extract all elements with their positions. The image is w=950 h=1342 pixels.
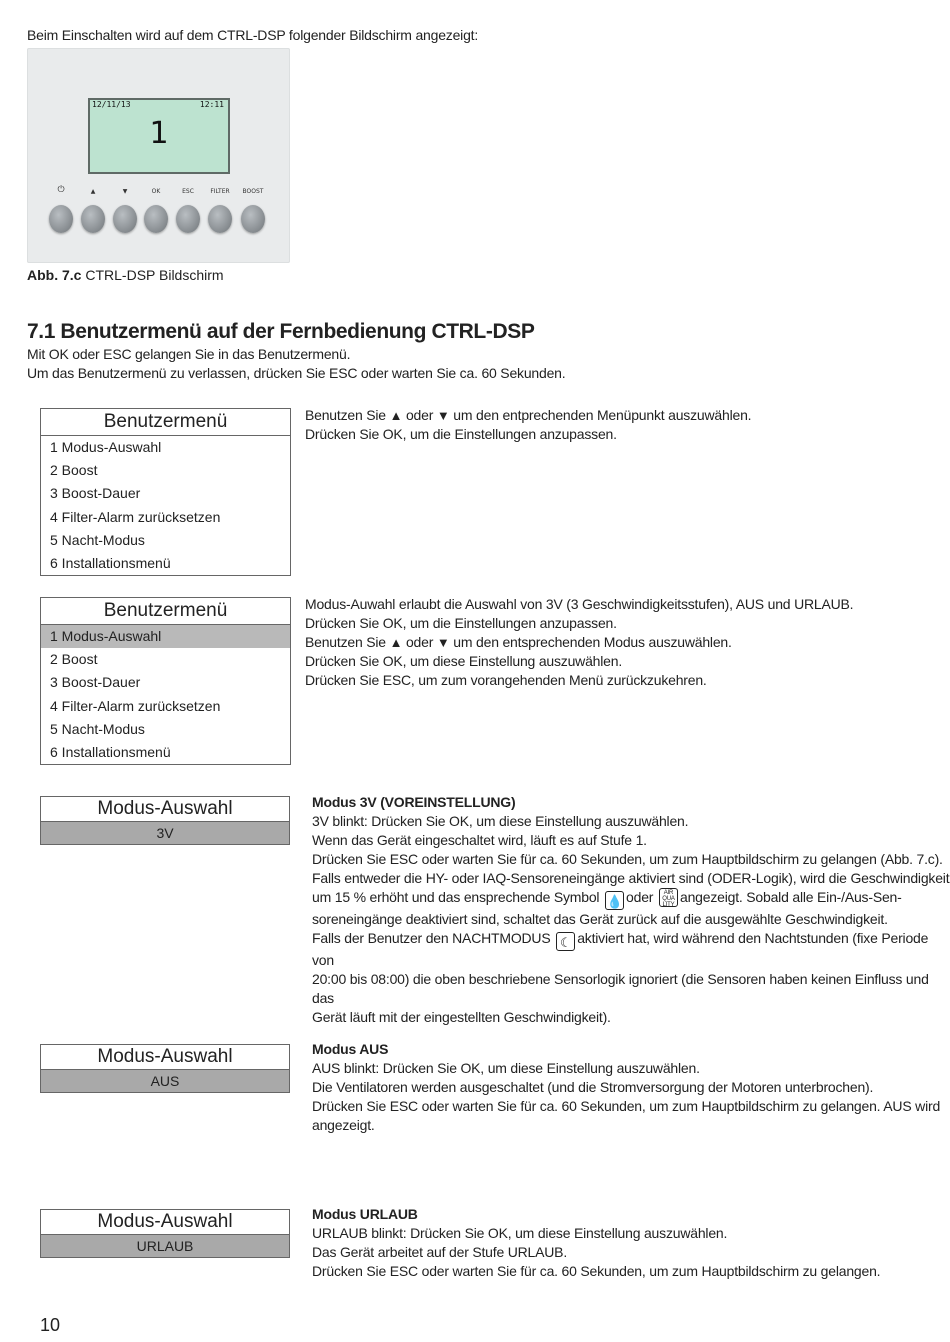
esc-button[interactable] bbox=[176, 205, 200, 233]
mode-box-aus bbox=[40, 1044, 290, 1093]
lcd-date: 12/11/13 bbox=[92, 100, 131, 109]
mode-3v-line: Wenn das Gerät eingeschaltet wird, läuft es auf Stufe 1. bbox=[312, 832, 647, 848]
down-button[interactable] bbox=[113, 205, 137, 233]
mode-value-3v[interactable]: 3V bbox=[41, 822, 289, 844]
desc2-a: Benutzen Sie bbox=[305, 634, 386, 650]
desc1-line2: Drücken Sie OK, um die Einstellungen anzupassen. bbox=[305, 426, 617, 442]
humidity-drop-icon: 💧 bbox=[605, 891, 624, 910]
mode-3v-line: soreneingänge deaktiviert sind, schaltet das Gerät zurück auf die ausgewählte Geschwindigkeit. bbox=[312, 911, 888, 927]
mode-3v-line: aktiviert hat, wird während den Nachtstunden (fixe Periode von bbox=[312, 930, 929, 968]
up-button[interactable] bbox=[81, 205, 105, 233]
moon-icon: ☾ bbox=[556, 932, 575, 951]
mode-3v-line: Drücken Sie ESC oder warten Sie für ca. 60 Sekunden, um zum Hauptbildschirm zu gelangen (Abb. 7.c). bbox=[312, 851, 943, 867]
menu-item-modus-selected[interactable]: 1 Modus-Auswahl bbox=[41, 625, 290, 648]
caption-text: CTRL-DSP Bildschirm bbox=[81, 267, 224, 283]
mode-aus-heading: Modus AUS bbox=[312, 1041, 389, 1057]
mode-urlaub-heading: Modus URLAUB bbox=[312, 1206, 418, 1222]
figure-caption bbox=[27, 267, 224, 283]
section-line-1: Mit OK oder ESC gelangen Sie in das Benutzermenü. bbox=[27, 346, 351, 362]
mode-3v-line: 3V blinkt: Drücken Sie OK, um diese Einstellung auszuwählen. bbox=[312, 813, 689, 829]
mode-aus-line: Die Ventilatoren werden ausgeschaltet (und die Stromversorgung der Motoren unterbrochen). bbox=[312, 1079, 874, 1095]
menu-item-installation[interactable]: 6 Installationsmenü bbox=[50, 554, 171, 571]
mode-3v-line: Falls der Benutzer den NACHTMODUS bbox=[312, 930, 551, 946]
down-triangle-icon: ▼ bbox=[436, 635, 450, 650]
menu-item-nacht-modus[interactable]: 5 Nacht-Modus bbox=[50, 720, 145, 737]
menu-title: Benutzermenü bbox=[41, 598, 290, 625]
desc1-c: um den entprechenden Menüpunkt auszuwählen. bbox=[453, 407, 752, 423]
air-quality-icon: AIR QUA LITY bbox=[659, 888, 678, 907]
mode-3v-line: um 15 % erhöht und das ensprechende Symbol bbox=[312, 889, 600, 905]
mode-3v-heading: Modus 3V (VOREINSTELLUNG) bbox=[312, 794, 516, 810]
ok-label: OK bbox=[151, 188, 161, 195]
caption-label: Abb. 7.c bbox=[27, 267, 82, 283]
user-menu-box-selected bbox=[40, 597, 291, 765]
mode-box-3v bbox=[40, 796, 290, 845]
mode-urlaub-line: URLAUB blinkt: Drücken Sie OK, um diese Einstellung auszuwählen. bbox=[312, 1225, 728, 1241]
menu-item-boost-dauer[interactable]: 3 Boost-Dauer bbox=[50, 674, 141, 691]
user-menu-box bbox=[40, 408, 291, 576]
desc2-line4: Drücken Sie OK, um diese Einstellung auszuwählen. bbox=[305, 653, 623, 669]
menu-item-boost[interactable]: 2 Boost bbox=[50, 462, 98, 479]
mode-value-urlaub[interactable]: URLAUB bbox=[41, 1235, 289, 1257]
boost-label: BOOST bbox=[242, 188, 264, 195]
section-title: 7.1 Benutzermenü auf der Fernbedienung CTRL-DSP bbox=[27, 320, 535, 343]
mode-title: Modus-Auswahl bbox=[41, 1045, 289, 1070]
mode-aus-line: Drücken Sie ESC oder warten Sie für ca. 60 Sekunden, um zum Hauptbildschirm zu gelangen. AUS wird bbox=[312, 1098, 941, 1114]
mode-title: Modus-Auswahl bbox=[41, 1210, 289, 1235]
boost-button[interactable] bbox=[241, 205, 265, 233]
desc2-b: oder bbox=[405, 634, 434, 650]
desc1-b: oder bbox=[405, 407, 434, 423]
desc2-line2: Drücken Sie OK, um die Einstellungen anzupassen. bbox=[305, 615, 617, 631]
menu-item-boost-dauer[interactable]: 3 Boost-Dauer bbox=[50, 485, 141, 502]
menu-item-nacht-modus[interactable]: 5 Nacht-Modus bbox=[50, 531, 145, 548]
desc1-a: Benutzen Sie bbox=[305, 407, 386, 423]
menu-title: Benutzermenü bbox=[41, 409, 290, 436]
down-label: ▼ bbox=[122, 188, 128, 195]
filter-button[interactable] bbox=[208, 205, 232, 233]
mode-3v-line: 20:00 bis 08:00) die oben beschriebene Sensorlogik ignoriert (die Sensoren haben keinen Einfluss und das bbox=[312, 971, 929, 1006]
mode-3v-line: oder bbox=[626, 889, 654, 905]
mode-3v-line: Gerät läuft mit der eingestellten Geschwindigkeit). bbox=[312, 1009, 611, 1025]
desc2-line1: Modus-Auwahl erlaubt die Auswahl von 3V (3 Geschwindigkeitsstufen), AUS und URLAUB. bbox=[305, 596, 854, 612]
lcd-value: 1 bbox=[149, 116, 169, 151]
mode-aus-line: AUS blinkt: Drücken Sie OK, um diese Einstellung auszuwählen. bbox=[312, 1060, 700, 1076]
modus-description bbox=[305, 595, 853, 690]
ok-button[interactable] bbox=[144, 205, 168, 233]
intro-text: Beim Einschalten wird auf dem CTRL-DSP folgender Bildschirm angezeigt: bbox=[27, 27, 479, 43]
up-triangle-icon: ▲ bbox=[389, 408, 403, 423]
mode-aus-description bbox=[312, 1040, 940, 1135]
menu-description bbox=[305, 406, 751, 444]
mode-3v-line: angezeigt. Sobald alle Ein-/Aus-Sen- bbox=[679, 889, 902, 905]
menu-item-boost[interactable]: 2 Boost bbox=[50, 651, 98, 668]
mode-3v-description bbox=[312, 793, 950, 1027]
mode-urlaub-line: Drücken Sie ESC oder warten Sie für ca. 60 Sekunden, um zum Hauptbildschirm zu gelangen. bbox=[312, 1263, 881, 1279]
mode-3v-line: Falls entweder die HY- oder IAQ-Sensoreneingänge aktiviert sind (ODER-Logik), wird die Geschwindigkeit bbox=[312, 870, 950, 886]
menu-item-modus[interactable]: 1 Modus-Auswahl bbox=[50, 439, 162, 455]
mode-title: Modus-Auswahl bbox=[41, 797, 289, 822]
desc2-c: um den entsprechenden Modus auszuwählen. bbox=[453, 634, 732, 650]
power-button[interactable] bbox=[49, 205, 73, 233]
mode-urlaub-description bbox=[312, 1205, 880, 1281]
desc2-line5: Drücken Sie ESC, um zum vorangehenden Menü zurückzukehren. bbox=[305, 672, 707, 688]
lcd-screen bbox=[88, 98, 230, 174]
section-line-2: Um das Benutzermenü zu verlassen, drücken Sie ESC oder warten Sie ca. 60 Sekunden. bbox=[27, 365, 566, 381]
power-label-icon: ⏻ bbox=[57, 185, 65, 195]
up-label: ▲ bbox=[90, 188, 96, 195]
page-number: 10 bbox=[40, 1315, 61, 1335]
esc-label: ESC bbox=[182, 188, 194, 195]
menu-item-filter-alarm[interactable]: 4 Filter-Alarm zurücksetzen bbox=[50, 697, 221, 714]
ctrl-dsp-photo bbox=[27, 48, 290, 263]
filter-label: FILTER bbox=[210, 188, 230, 195]
mode-aus-line: angezeigt. bbox=[312, 1117, 375, 1133]
mode-value-aus[interactable]: AUS bbox=[41, 1070, 289, 1092]
mode-box-urlaub bbox=[40, 1209, 290, 1258]
down-triangle-icon: ▼ bbox=[436, 408, 450, 423]
menu-item-installation[interactable]: 6 Installationsmenü bbox=[50, 743, 171, 760]
lcd-time: 12:11 bbox=[199, 100, 224, 109]
menu-item-filter-alarm[interactable]: 4 Filter-Alarm zurücksetzen bbox=[50, 508, 221, 525]
mode-urlaub-line: Das Gerät arbeitet auf der Stufe URLAUB. bbox=[312, 1244, 568, 1260]
up-triangle-icon: ▲ bbox=[389, 635, 403, 650]
